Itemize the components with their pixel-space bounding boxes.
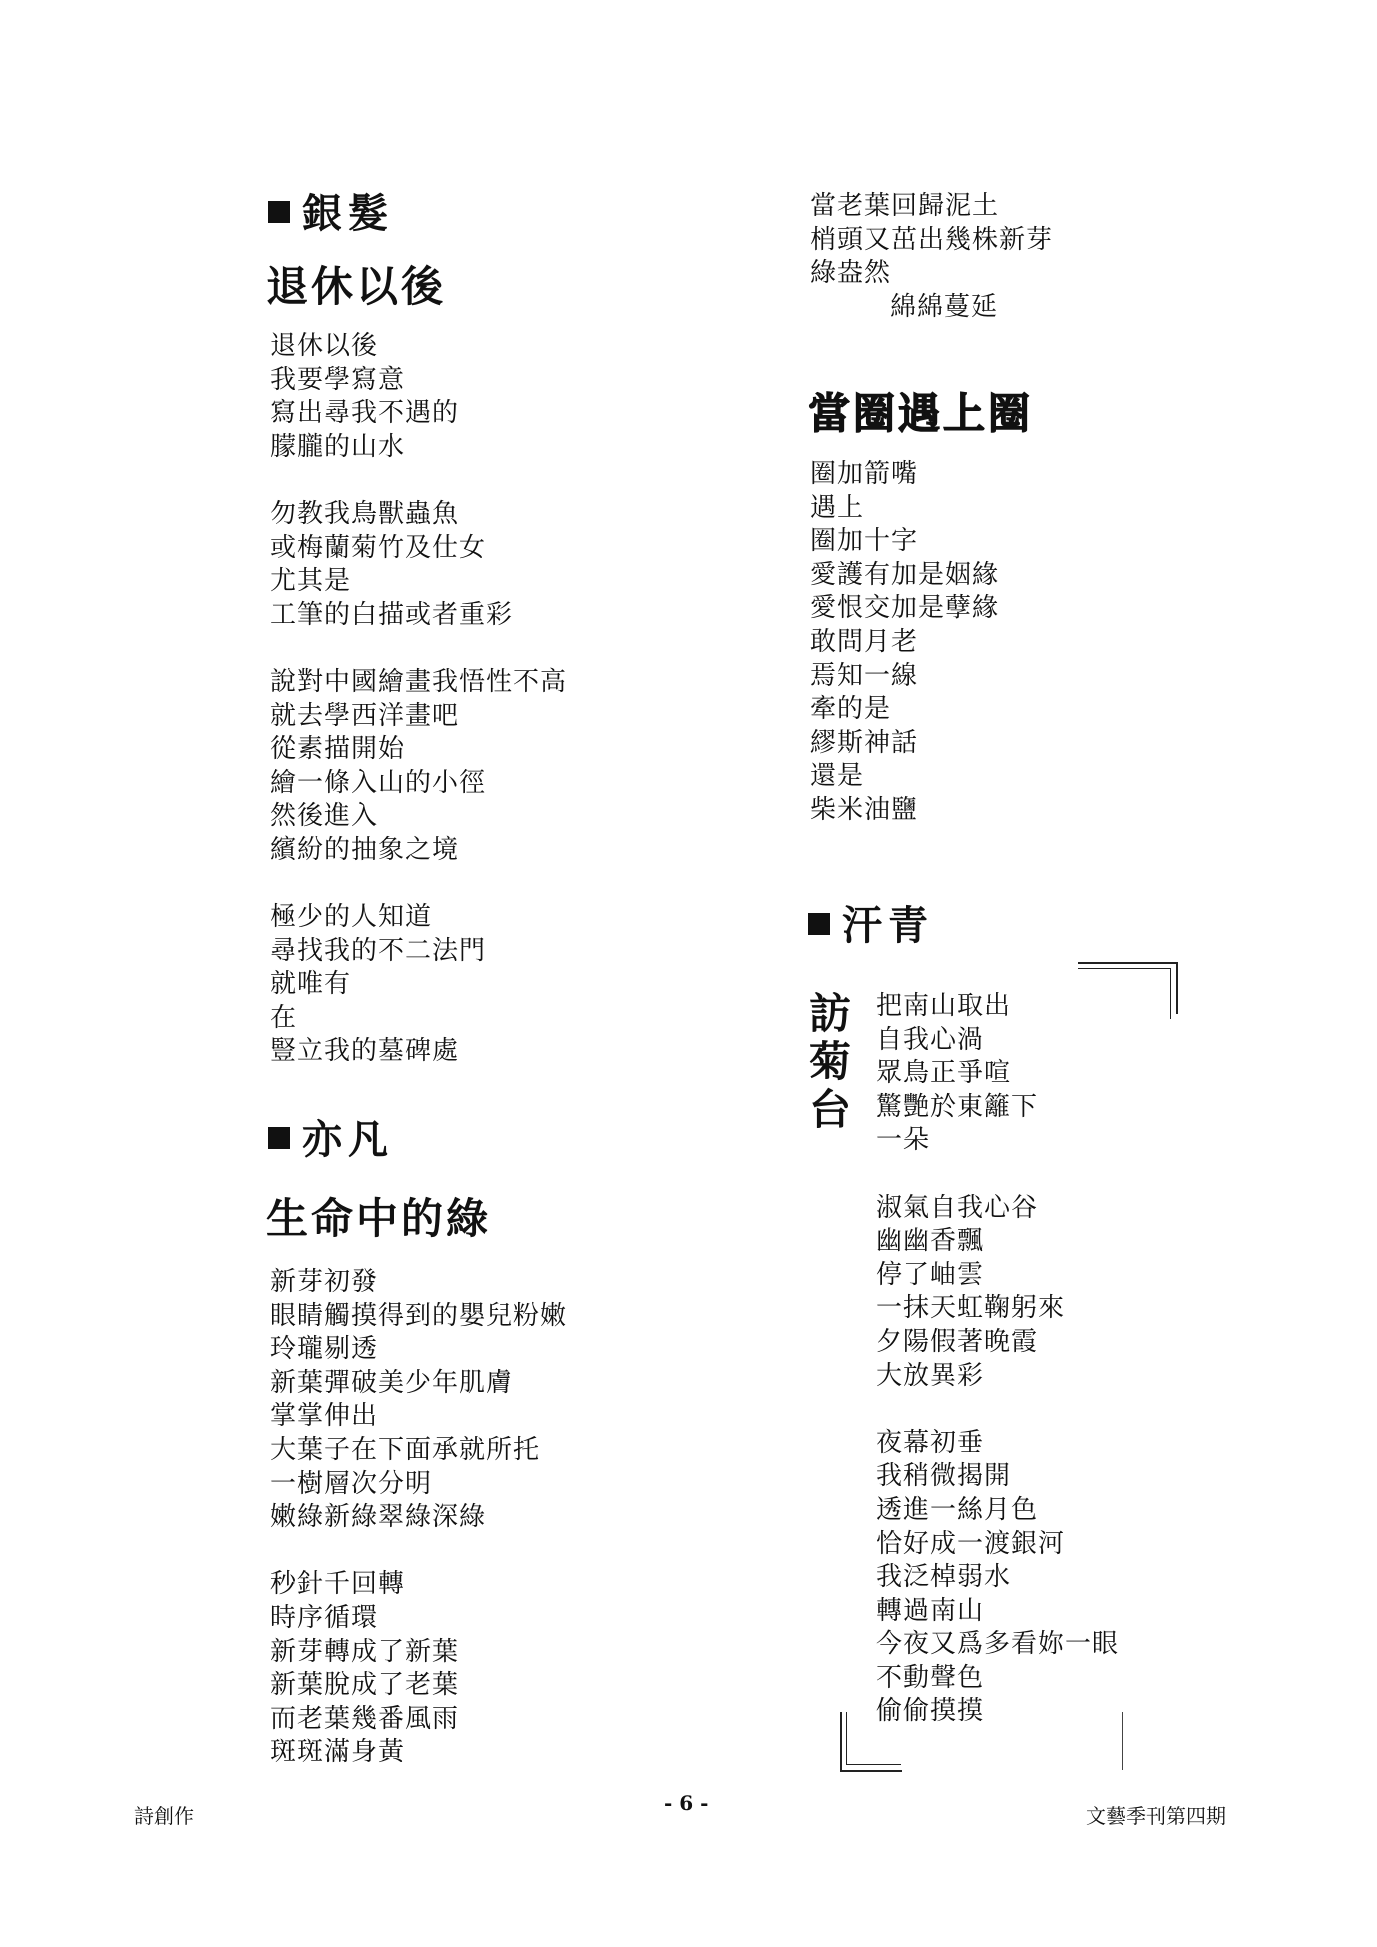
decorative-frame-right-rule [1122, 1712, 1123, 1770]
poem-title-shengming: 生命中的綠 [266, 1194, 492, 1243]
poem-title-tuixiu: 退休以後 [266, 262, 447, 311]
poem-line: 大放異彩 [876, 1360, 985, 1391]
poem-line: 綿綿蔓延 [890, 291, 999, 322]
poem-line: 圈加十字 [810, 526, 919, 557]
poem-line: 一抹天虹鞠躬來 [876, 1293, 1066, 1324]
poem-line: 焉知一線 [810, 660, 919, 691]
poem-line: 就去學西洋畫吧 [270, 700, 460, 731]
poem-line: 尋找我的不二法門 [270, 935, 487, 966]
poem-line: 眼睛觸摸得到的嬰兒粉嫩 [270, 1300, 568, 1331]
poem-line: 在 [270, 1002, 298, 1033]
poem-line: 夕陽假著晚霞 [876, 1326, 1039, 1357]
poem-title-fangjutai-vertical [806, 990, 854, 1134]
poem-line: 我稍微揭開 [876, 1461, 1012, 1492]
poem-line: 還是 [810, 761, 865, 792]
poem-line: 幽幽香飄 [876, 1226, 985, 1257]
poem-line: 然後進入 [270, 801, 379, 832]
poem-line: 愛恨交加是孽緣 [810, 593, 1000, 624]
poem-line: 新葉脫成了老葉 [270, 1670, 460, 1701]
author-name-yinfa [268, 188, 394, 240]
square-bullet-icon [268, 1127, 290, 1149]
poem-line: 嫩綠新綠翠綠深綠 [270, 1502, 487, 1533]
poem-line: 寫出尋我不遇的 [270, 398, 460, 429]
author-name-hanqing [808, 900, 934, 952]
footer-section-label: 詩創作 [134, 1804, 194, 1828]
poem-line: 停了岫雲 [876, 1259, 985, 1290]
poem-line: 不動聲色 [876, 1662, 985, 1693]
poem-line: 愛護有加是姻緣 [810, 559, 1000, 590]
poem-line: 掌掌伸出 [270, 1401, 379, 1432]
poem-line: 繪一條入山的小徑 [270, 767, 487, 798]
poem-line: 繽紛的抽象之境 [270, 834, 460, 865]
poem-line: 新芽轉成了新葉 [270, 1636, 460, 1667]
poem-line: 恰好成一渡銀河 [876, 1528, 1066, 1559]
poem-line: 今夜又爲多看妳一眼 [876, 1629, 1120, 1660]
poem-line: 斑斑滿身黃 [270, 1737, 406, 1768]
decorative-frame-bottom-left-inner [846, 1712, 901, 1765]
poem-line: 新葉彈破美少年肌膚 [270, 1367, 514, 1398]
poem-line: 說對中國繪畫我悟性不高 [270, 666, 568, 697]
square-bullet-icon [808, 913, 830, 935]
poem-line: 時序循環 [270, 1602, 379, 1633]
page-number: - 6 - [664, 1791, 709, 1815]
poem-line: 轉過南山 [876, 1595, 985, 1626]
author-name-text: 汗青 [842, 902, 934, 949]
poem-line: 一樹層次分明 [270, 1468, 433, 1499]
poem-line: 秒針千回轉 [270, 1569, 406, 1600]
author-name-text: 銀髮 [302, 190, 394, 237]
poem-line: 大葉子在下面承就所托 [270, 1434, 541, 1465]
poem-line: 驚艷於東籬下 [876, 1091, 1039, 1122]
poem-line: 就唯有 [270, 969, 352, 1000]
title-char: 訪 [808, 989, 851, 1038]
poem-line: 圈加箭嘴 [810, 459, 919, 489]
poem-line: 極少的人知道 [270, 902, 433, 933]
title-char: 台 [808, 1085, 851, 1134]
poem-line: 朦朧的山水 [270, 431, 406, 462]
poem-line: 自我心渦 [876, 1024, 985, 1055]
poem-line: 從素描開始 [270, 734, 406, 765]
square-bullet-icon [268, 201, 290, 223]
poem-line: 淑氣自我心谷 [876, 1192, 1039, 1223]
poem-line: 豎立我的墓碑處 [270, 1036, 460, 1067]
poem-line: 繆斯神話 [810, 727, 919, 758]
poem-line: 透進一絲月色 [876, 1494, 1039, 1525]
poem-line: 工筆的白描或者重彩 [270, 599, 514, 630]
poem-body-tuixiu [270, 330, 567, 1069]
poem-line: 而老葉幾番風雨 [270, 1703, 460, 1734]
poem-line: 柴米油鹽 [810, 794, 919, 825]
footer-publication-name: 文藝季刊第四期 [1086, 1804, 1226, 1828]
poem-line: 玲瓏剔透 [270, 1334, 379, 1365]
poem-line: 當老葉回歸泥土 [810, 191, 1000, 221]
author-name-text: 亦凡 [302, 1116, 394, 1163]
poem-title-quanyu: 當圈遇上圈 [808, 389, 1034, 438]
poem-line: 牽的是 [810, 694, 892, 725]
poem-line: 勿教我鳥獸蟲魚 [270, 498, 460, 529]
poem-line: 或梅蘭菊竹及仕女 [270, 532, 487, 563]
poem-line: 新芽初發 [270, 1267, 379, 1297]
poem-line: 偷偷摸摸 [876, 1696, 985, 1727]
poem-line: 眾鳥正爭喧 [876, 1058, 1012, 1089]
poem-line: 一朵 [876, 1125, 931, 1156]
poem-line: 我泛棹弱水 [876, 1562, 1012, 1593]
poem-line: 遇上 [810, 492, 865, 523]
poem-line: 退休以後 [270, 331, 379, 361]
poem-body-quanyu [810, 458, 999, 828]
poem-line: 把南山取出 [876, 991, 1012, 1021]
poem-body-shengming [270, 1266, 567, 1770]
poem-line: 我要學寫意 [270, 364, 406, 395]
author-name-yifan [268, 1114, 394, 1166]
poem-line: 夜幕初垂 [876, 1427, 985, 1458]
title-char: 菊 [808, 1037, 851, 1086]
poem-continuation-shengming [810, 190, 1053, 324]
poem-body-fangjutai [876, 990, 1119, 1729]
poem-line: 梢頭又茁出幾株新芽 [810, 224, 1054, 255]
poem-line: 綠盎然 [810, 258, 892, 289]
poem-line: 尤其是 [270, 566, 352, 597]
poem-line: 敢問月老 [810, 626, 919, 657]
